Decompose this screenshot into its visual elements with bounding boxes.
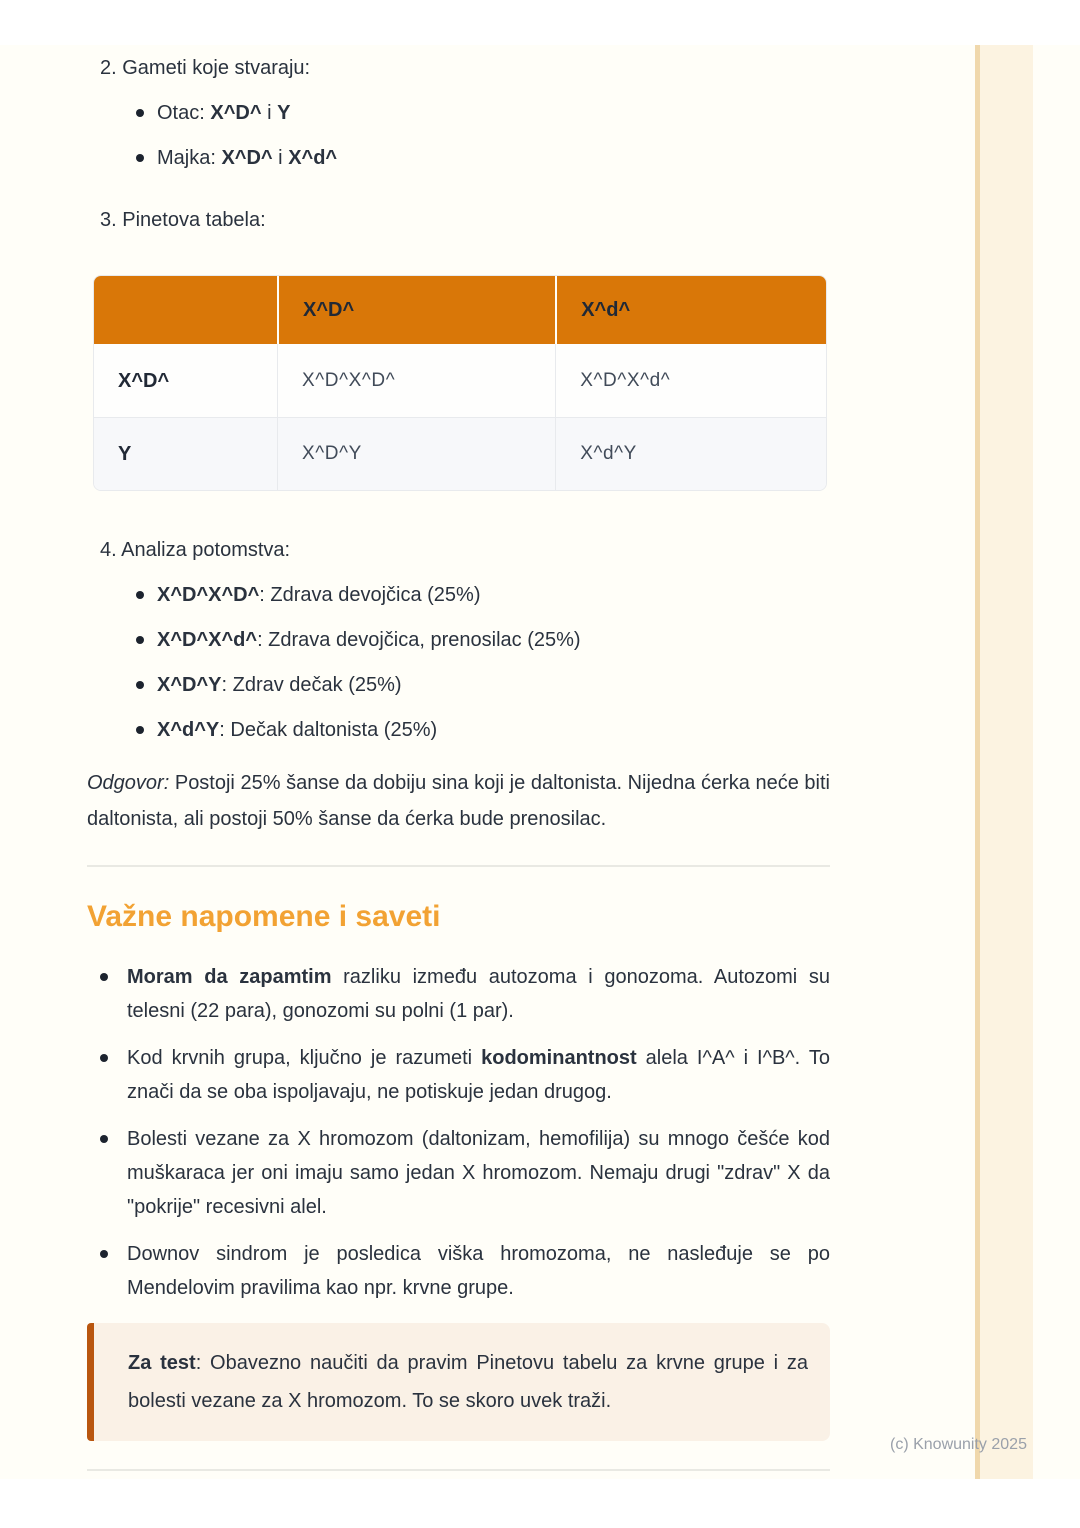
notes-heading: Važne napomene i saveti <box>87 900 441 933</box>
list-item: Bolesti vezane za X hromozom (daltonizam, hemofilija) su mnogo češće kod muškaraca jer oni imaju samo jedan X hromozom. Nemaju drugi "zdrav" X da "pokrije" recesivni alel. <box>87 1122 830 1224</box>
section-gameti-title <box>87 51 830 85</box>
punnett-row-label: Y <box>94 417 277 490</box>
test-callout: Za test: Obavezno naučiti da pravim Pinetovu tabelu za krvne grupe i za bolesti vezane za X hromozom. To se skoro uvek traži. <box>87 1323 830 1441</box>
document-content <box>87 0 830 1471</box>
punnett-row-label: X^D^ <box>118 369 170 392</box>
list-item: Otac: X^D^ i Y <box>87 96 830 130</box>
list-item: X^D^X^D^: Zdrava devojčica (25%) <box>87 578 830 612</box>
bottom-divider <box>87 1469 830 1471</box>
list-item: Kod krvnih grupa, ključno je razumeti kodominantnost alela I^A^ i I^B^. To znači da se oba ispoljavaju, ne potiskuje jedan drugog. <box>87 1041 830 1109</box>
analiza-list <box>87 578 830 747</box>
punnett-body <box>94 344 826 490</box>
answer-paragraph: Odgovor: Postoji 25% šanse da dobiju sina koji je daltonista. Nijedna ćerka neće biti daltonista, ali postoji 50% šanse da ćerka bude prenosilac. <box>87 772 830 830</box>
section-title-text: Analiza potomstva: <box>116 539 291 561</box>
list-item: X^D^Y: Zdrav dečak (25%) <box>87 668 830 702</box>
list-item: Majka: X^D^ i X^d^ <box>87 141 830 175</box>
list-item: Moram da zapamtim razliku između autozoma i gonozoma. Autozomi su telesni (22 para), gonozomi su polni (1 par). <box>87 960 830 1028</box>
punnett-row <box>94 417 826 490</box>
punnett-header-row <box>94 276 826 344</box>
punnett-header-cell: X^d^ <box>555 276 826 344</box>
section-tabela-title <box>87 203 830 237</box>
copyright-footer: (c) Knowunity 2025 <box>890 1436 1027 1453</box>
punnett-cell: X^d^Y <box>555 417 826 490</box>
page-edge-stripe <box>975 45 1033 1479</box>
section-number: 2. <box>100 57 117 79</box>
list-item: Downov sindrom je posledica viška hromozoma, ne nasleđuje se po Mendelovim pravilima kao npr. krvne grupe. <box>87 1237 830 1305</box>
punnett-cell: X^D^Y <box>277 417 555 490</box>
list-item: X^D^X^d^: Zdrava devojčica, prenosilac (25%) <box>87 623 830 657</box>
section-title-text: Pinetova tabela: <box>116 209 266 231</box>
punnett-row <box>94 344 826 417</box>
section-divider <box>87 865 830 867</box>
section-title-text: Gameti koje stvaraju: <box>116 57 311 79</box>
list-item: X^d^Y: Dečak daltonista (25%) <box>87 713 830 747</box>
punnett-table <box>93 275 827 491</box>
punnett-header-cell: X^D^ <box>277 276 555 344</box>
punnett-header-cell <box>94 276 277 344</box>
section-analiza-title <box>87 533 830 567</box>
gameti-list <box>87 96 830 175</box>
notes-list <box>87 960 830 1305</box>
section-number: 3. <box>100 209 117 231</box>
punnett-cell: X^D^X^D^ <box>277 344 555 417</box>
punnett-cell: X^D^X^d^ <box>555 344 826 417</box>
section-number: 4. <box>100 539 117 561</box>
